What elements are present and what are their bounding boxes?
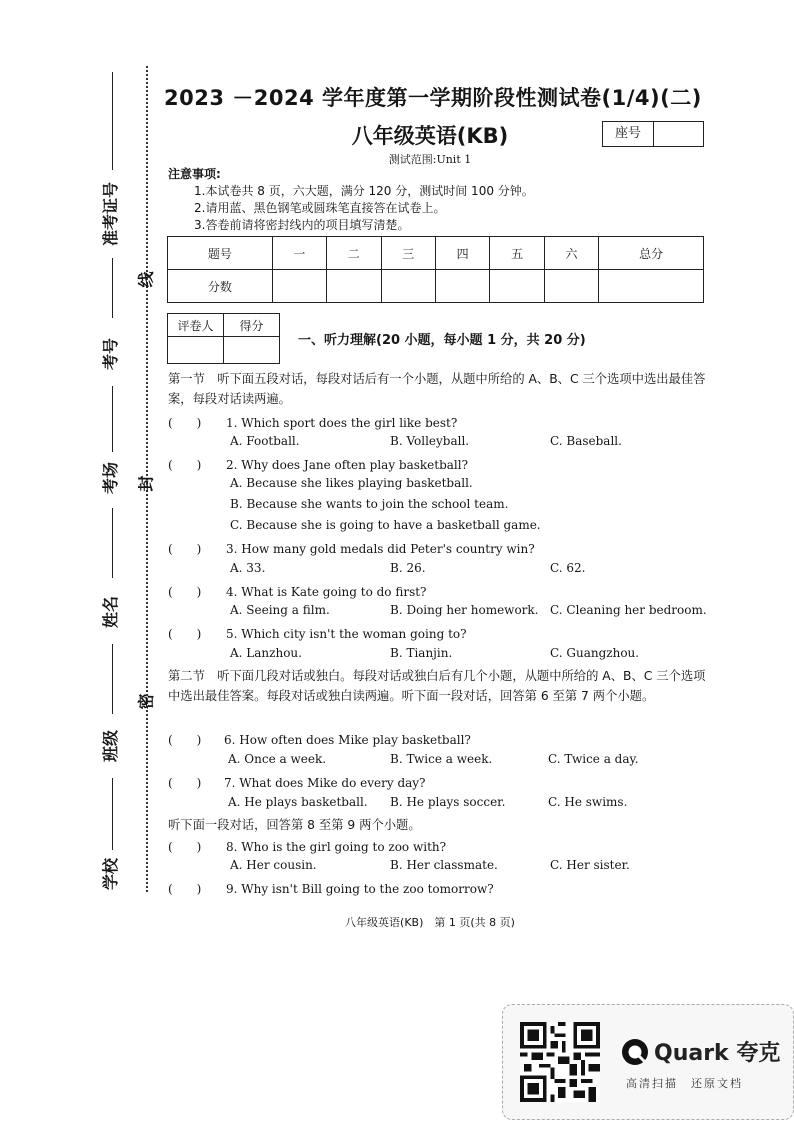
note-item: 1.本试卷共 8 页，六大题，满分 120 分，测试时间 100 分钟。	[194, 184, 534, 198]
option: B. Tianjin.	[390, 646, 453, 660]
quark-mark-icon	[620, 1037, 650, 1067]
question-1	[168, 414, 457, 431]
page-footer: 八年级英语(KB) 第 1 页(共 8 页)	[345, 916, 515, 929]
option: A. Seeing a film.	[230, 603, 330, 617]
grader-label: 评卷人	[168, 314, 224, 337]
option: A. He plays basketball.	[228, 795, 368, 809]
answer-blank[interactable]: ( )	[168, 733, 202, 747]
option: B. Her classmate.	[390, 858, 498, 872]
option: A. 33.	[230, 561, 266, 575]
field-exam-number: 考号	[101, 337, 120, 370]
answer-blank[interactable]: ( )	[168, 776, 202, 790]
score-header: 四	[435, 237, 489, 270]
question-stem: 3. How many gold medals did Peter's country win?	[226, 542, 535, 556]
grader-table	[167, 313, 280, 364]
quark-logo	[620, 1036, 780, 1067]
field-school: 学校	[101, 857, 120, 890]
question-stem: 1. Which sport does the girl like best?	[226, 416, 458, 430]
option: C. Baseball.	[550, 434, 622, 448]
answer-blank[interactable]: ( )	[168, 627, 202, 641]
seat-label: 座号	[603, 122, 654, 146]
answer-blank[interactable]: ( )	[168, 458, 202, 472]
question-2	[168, 456, 468, 473]
option: C. Because she is going to have a basketball game.	[230, 518, 541, 532]
part1-intro: 第一节 听下面五段对话，每段对话后有一个小题，从题中所给的 A、B、C 三个选项中选出最佳答案，每段对话读两遍。	[168, 372, 706, 406]
option: B. 26.	[390, 561, 426, 575]
question-stem: 8. Who is the girl going to zoo with?	[226, 840, 447, 854]
score-row-label: 分数	[168, 270, 273, 303]
option: B. Because she wants to join the school team.	[230, 497, 509, 511]
option: C. Guangzhou.	[550, 646, 640, 660]
score-table	[167, 236, 704, 303]
score-header: 五	[490, 237, 544, 270]
section-title: 一、听力理解(20 小题，每小题 1 分，共 20 分)	[298, 333, 586, 348]
field-class: 班级	[101, 729, 120, 762]
score-header: 总分	[599, 237, 704, 270]
answer-blank[interactable]: ( )	[168, 840, 202, 854]
quark-tagline: 高清扫描 还原文档	[626, 1077, 743, 1090]
field-exam-room: 考场	[101, 461, 120, 494]
answer-blank[interactable]: ( )	[168, 416, 202, 430]
score-cell[interactable]	[599, 270, 704, 303]
option: A. Because she likes playing basketball.	[230, 476, 473, 490]
score-header: 二	[327, 237, 381, 270]
option: C. He swims.	[548, 795, 628, 809]
option: C. Cleaning her bedroom.	[550, 603, 707, 617]
question-stem: 7. What does Mike do every day?	[224, 776, 426, 790]
score-cell[interactable]	[435, 270, 489, 303]
score-header: 一	[272, 237, 326, 270]
answer-blank[interactable]: ( )	[168, 542, 202, 556]
score-header: 三	[381, 237, 435, 270]
score-header: 题号	[168, 237, 273, 270]
grader-cell[interactable]	[224, 337, 280, 364]
field-name: 姓名	[101, 595, 120, 628]
score-header: 六	[544, 237, 598, 270]
mid-intro: 听下面一段对话，回答第 8 至第 9 两个小题。	[168, 818, 421, 832]
field-exam-id: 准考证号	[101, 181, 120, 246]
seal-char-line: 线	[136, 271, 156, 288]
option: A. Lanzhou.	[230, 646, 302, 660]
exam-subject: 八年级英语(KB)	[351, 124, 509, 148]
grader-cell[interactable]	[168, 337, 224, 364]
question-6	[168, 731, 471, 748]
question-stem: 6. How often does Mike play basketball?	[224, 733, 471, 747]
quark-brand: Quark 夸克	[654, 1041, 781, 1066]
score-cell[interactable]	[381, 270, 435, 303]
part2-intro: 第二节 听下面几段对话或独白。每段对话或独白后有几个小题，从题中所给的 A、B、C 三个选项中选出最佳答案。每段对话或独白读两遍。听下面一段对话，回答第 6 至第 7 两个小题。	[168, 669, 706, 703]
question-9	[168, 880, 494, 897]
exam-title: 2023 －2024 学年度第一学期阶段性测试卷(1/4)(二)	[164, 86, 702, 110]
question-4	[168, 583, 427, 600]
option: C. Her sister.	[550, 858, 630, 872]
option: A. Her cousin.	[230, 858, 317, 872]
answer-blank[interactable]: ( )	[168, 585, 202, 599]
score-cell[interactable]	[272, 270, 326, 303]
question-5	[168, 625, 467, 642]
question-stem: 9. Why isn't Bill going to the zoo tomorrow?	[226, 882, 494, 896]
option: C. 62.	[550, 561, 586, 575]
answer-blank[interactable]: ( )	[168, 882, 202, 896]
score-cell[interactable]	[544, 270, 598, 303]
notes-heading: 注意事项:	[168, 167, 221, 181]
question-stem: 5. Which city isn't the woman going to?	[226, 627, 467, 641]
option: A. Once a week.	[228, 752, 327, 766]
option: B. He plays soccer.	[390, 795, 506, 809]
option: B. Twice a week.	[390, 752, 493, 766]
question-8	[168, 838, 446, 855]
question-7	[168, 774, 426, 791]
test-range: 测试范围:Unit 1	[388, 153, 472, 166]
seal-char-secret: 密	[136, 693, 156, 710]
seat-input[interactable]	[654, 122, 703, 146]
question-3	[168, 540, 535, 557]
seat-number-box[interactable]	[602, 121, 704, 147]
seal-char-seal: 封	[136, 475, 156, 492]
exam-notes	[168, 166, 534, 234]
option: A. Football.	[230, 434, 300, 448]
note-item: 2.请用蓝、黑色钢笔或圆珠笔直接答在试卷上。	[194, 201, 446, 215]
score-cell[interactable]	[327, 270, 381, 303]
grader-label: 得分	[224, 314, 280, 337]
score-cell[interactable]	[490, 270, 544, 303]
question-stem: 4. What is Kate going to do first?	[226, 585, 427, 599]
option: B. Volleyball.	[390, 434, 470, 448]
option: B. Doing her homework.	[390, 603, 539, 617]
question-stem: 2. Why does Jane often play basketball?	[226, 458, 469, 472]
qr-code-icon	[520, 1022, 600, 1102]
note-item: 3.答卷前请将密封线内的项目填写清楚。	[194, 218, 410, 232]
option: C. Twice a day.	[548, 752, 639, 766]
